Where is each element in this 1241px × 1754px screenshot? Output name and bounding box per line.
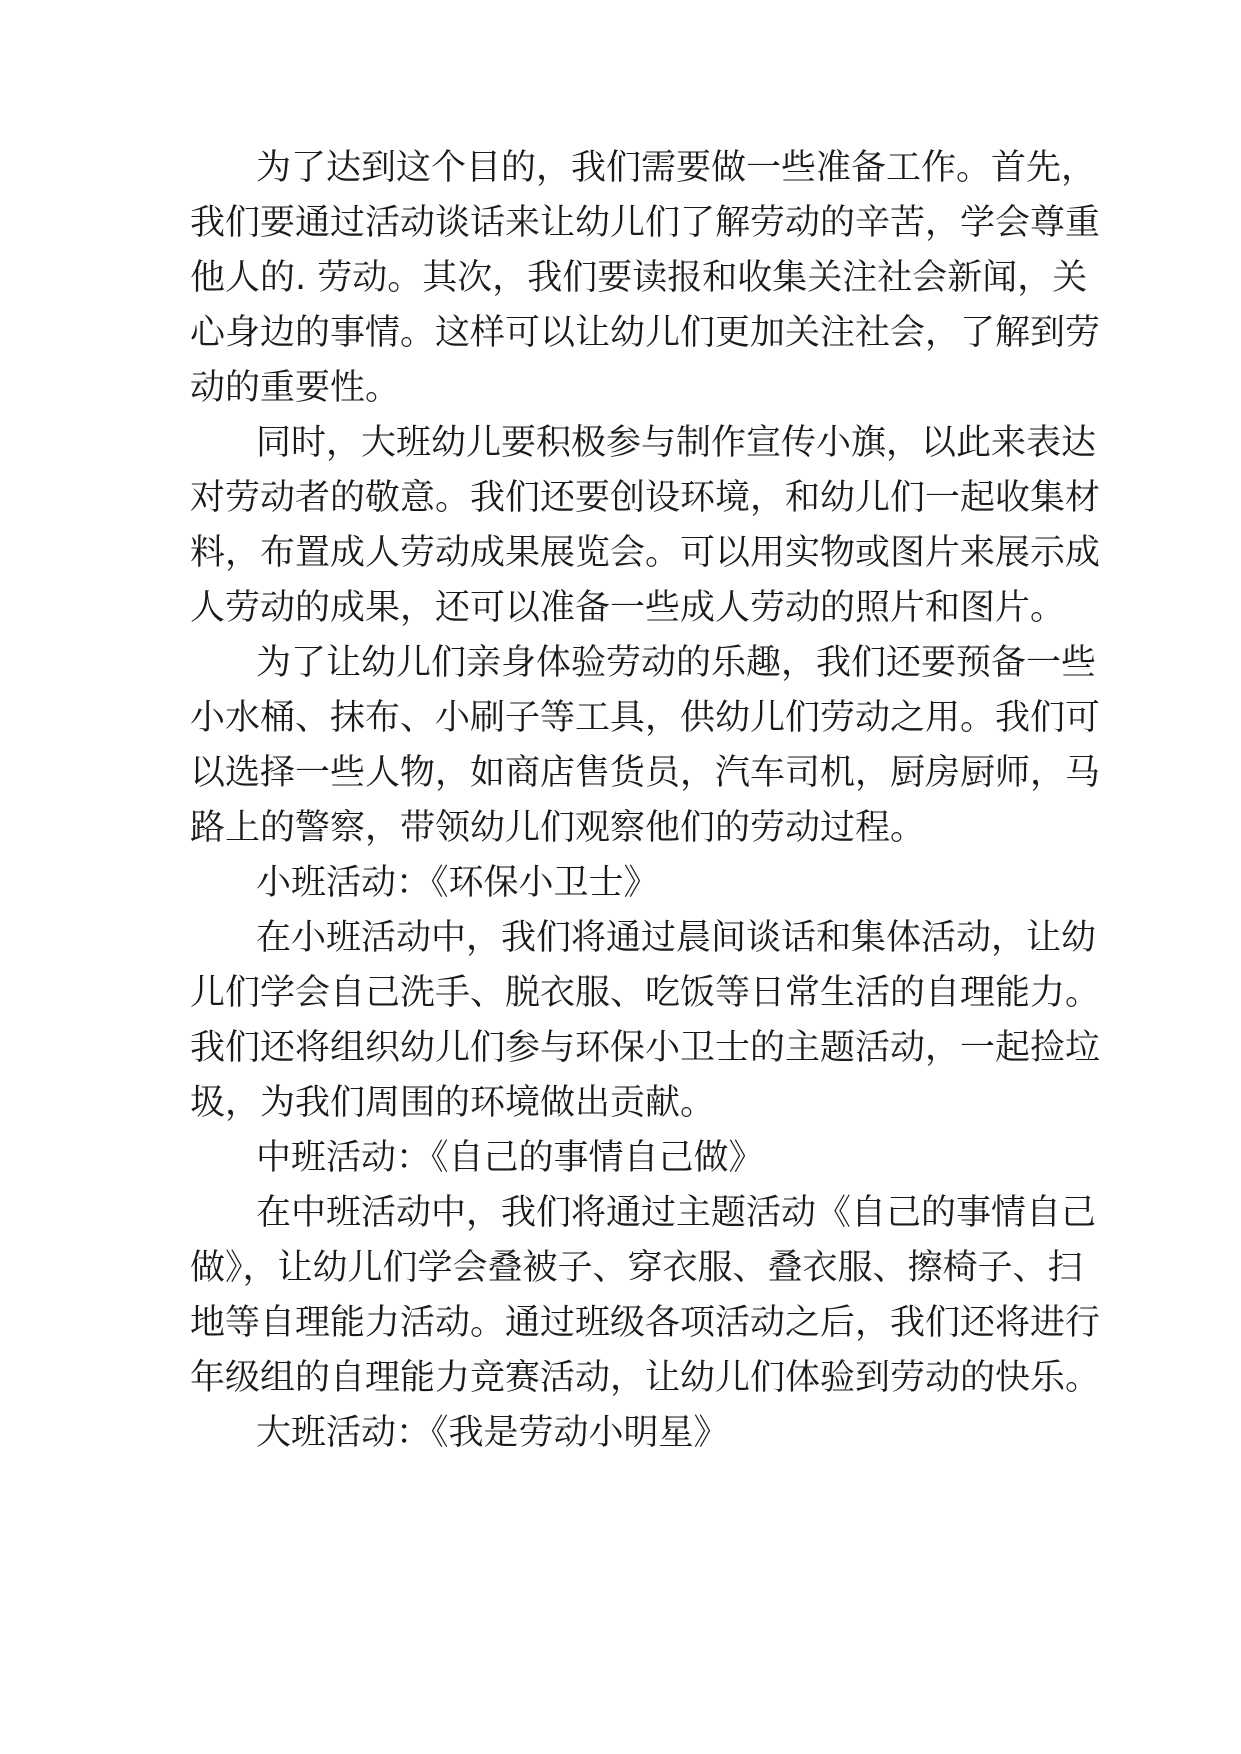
paragraph-line: 人劳动的成果，还可以准备一些成人劳动的照片和图片。: [190, 588, 1066, 628]
paragraph-line: 做》，让幼儿们学会叠被子、穿衣服、叠衣服、擦椅子、扫: [190, 1248, 1083, 1288]
paragraph-line: 在中班活动中，我们将通过主题活动《自己的事情自己: [256, 1193, 1097, 1233]
paragraph-line: 年级组的自理能力竞赛活动，让幼儿们体验到劳动的快乐。: [190, 1358, 1101, 1398]
paragraph-line: 我们还将组织幼儿们参与环保小卫士的主题活动，一起捡垃: [190, 1028, 1101, 1068]
section-heading: 中班活动：《自己的事情自己做》: [256, 1138, 764, 1178]
paragraph-line: 他人的. 劳动。其次，我们要读报和收集关注社会新闻，关: [190, 258, 1088, 298]
paragraph-line: 心身边的事情。这样可以让幼儿们更加关注社会，了解到劳: [190, 313, 1101, 353]
paragraph-line: 路上的警察，带领幼儿们观察他们的劳动过程。: [190, 808, 926, 848]
section-heading: 小班活动：《环保小卫士》: [256, 863, 659, 903]
paragraph-line: 动的重要性。: [190, 368, 401, 408]
paragraph-line: 小水桶、抹布、小刷子等工具，供幼儿们劳动之用。我们可: [190, 698, 1101, 738]
paragraph-line: 儿们学会自己洗手、脱衣服、吃饭等日常生活的自理能力。: [190, 973, 1101, 1013]
paragraph-line: 以选择一些人物，如商店售货员，汽车司机，厨房厨师，马: [190, 753, 1101, 793]
paragraph-line: 地等自理能力活动。通过班级各项活动之后，我们还将进行: [190, 1303, 1101, 1343]
paragraph-line: 圾，为我们周围的环境做出贡献。: [190, 1083, 716, 1123]
paragraph-line: 同时，大班幼儿要积极参与制作宣传小旗，以此来表达: [256, 423, 1097, 463]
section-heading: 大班活动：《我是劳动小明星》: [256, 1413, 729, 1453]
paragraph-line: 为了让幼儿们亲身体验劳动的乐趣，我们还要预备一些: [256, 643, 1097, 683]
paragraph-line: 对劳动者的敬意。我们还要创设环境，和幼儿们一起收集材: [190, 478, 1101, 518]
paragraph-line: 料，布置成人劳动成果展览会。可以用实物或图片来展示成: [190, 533, 1101, 573]
paragraph-line: 我们要通过活动谈话来让幼儿们了解劳动的辛苦，学会尊重: [190, 203, 1101, 243]
paragraph-line: 为了达到这个目的，我们需要做一些准备工作。首先，: [256, 148, 1097, 188]
paragraph-line: 在小班活动中，我们将通过晨间谈话和集体活动，让幼: [256, 918, 1097, 958]
